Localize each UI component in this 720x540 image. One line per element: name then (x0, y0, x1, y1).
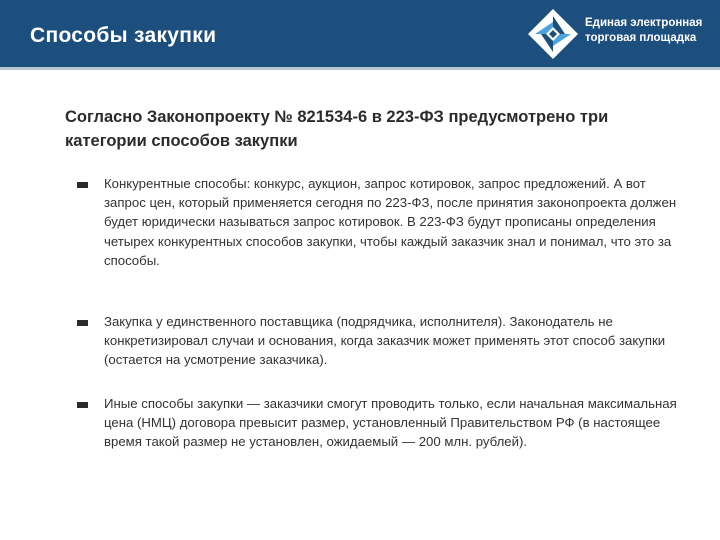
logo-text-line2: торговая площадка (585, 32, 697, 44)
logo-text-line1: Единая электронная (585, 17, 703, 29)
bullet-marker-icon (77, 320, 88, 326)
logo-text (585, 16, 702, 46)
content-heading: Согласно Законопроекту № 821534-6 в 223-ФЗ предусмотрено три категории способов закупки (65, 108, 609, 150)
header-divider (0, 67, 720, 70)
bullet-marker-icon (77, 402, 88, 408)
bullet-text: Закупка у единственного поставщика (подрядчика, исполнителя). Законодатель не конкретизировал случаи и основания, когда заказчик может применять этот способ закупки (остается на усмотрение заказчика). (104, 314, 666, 368)
bullet-text: Конкурентные способы: конкурс, аукцион, запрос котировок, запрос предложений. А вот запрос цен, который применяется сегодня по 223-ФЗ, после принятия законопроекта должен будет юридически называться запрос котировок. В 223-ФЗ будут прописаны определения четырех конкурентных способов закупки, чтобы каждый заказчик знал и понимал, что это за способы. (104, 176, 677, 268)
header-bar (0, 0, 720, 67)
diamond-logo-icon (527, 8, 579, 60)
bullet-marker-icon (77, 182, 88, 188)
slide-title: Способы закупки (30, 24, 217, 47)
bullet-text: Иные способы закупки — заказчики смогут проводить только, если начальная максимальная цена (НМЦ) договора превысит размер, установленный Правительством РФ (в настоящее время такой размер не установлен, ожидаемый — 200 млн. рублей). (104, 396, 677, 450)
